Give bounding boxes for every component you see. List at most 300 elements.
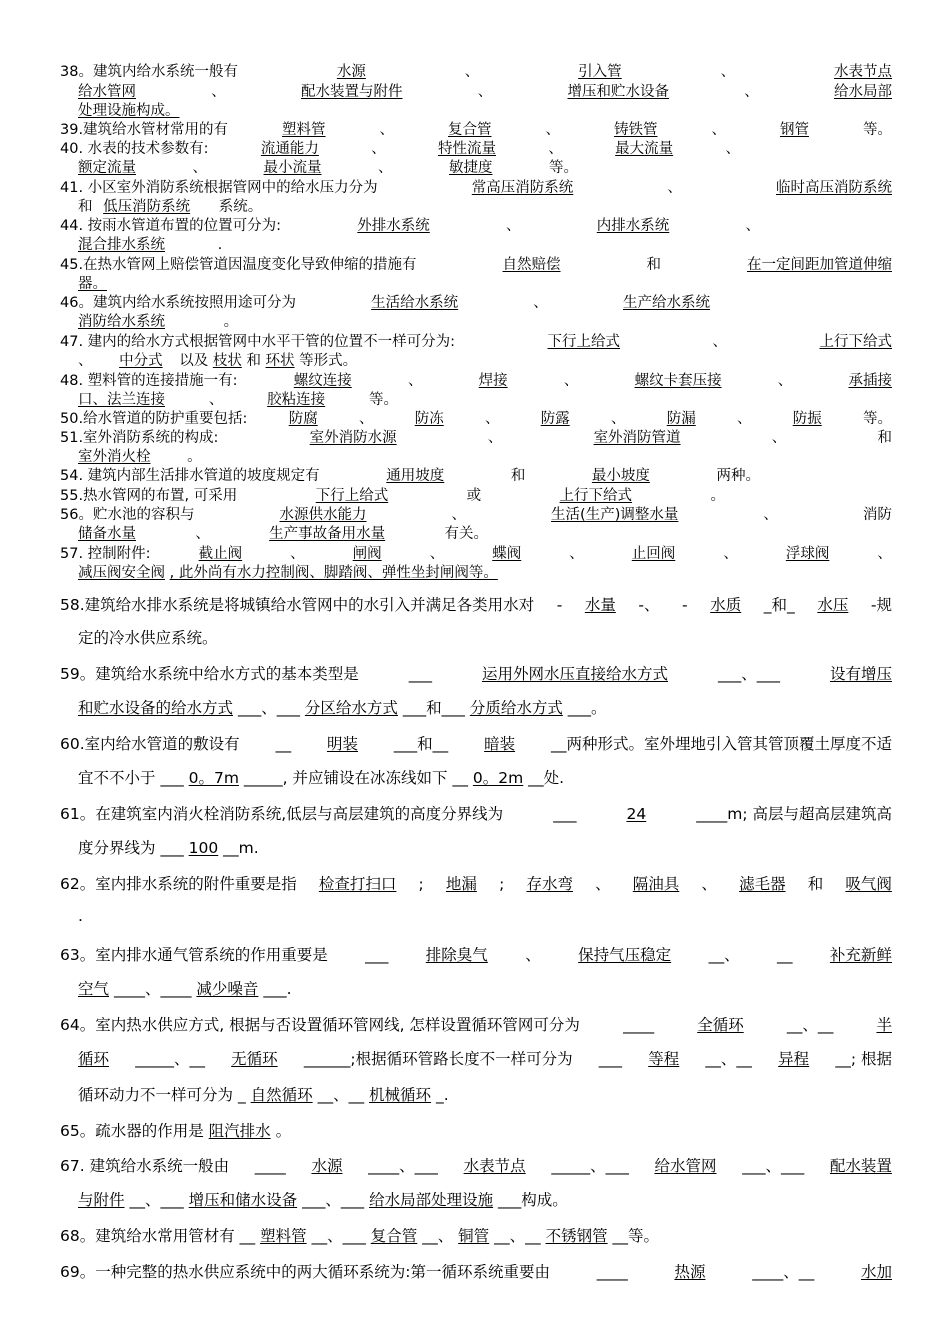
- answer-blank: 室外消火栓: [78, 449, 151, 465]
- text: 等。: [862, 122, 892, 138]
- text: 或: [466, 488, 482, 504]
- text: 、: [711, 122, 726, 138]
- line-q41-cont: [78, 198, 892, 217]
- answer-blank: 机械循环: [369, 1086, 432, 1104]
- answer-blank: 给水局部: [834, 84, 892, 100]
- answer-blank: 防腐: [288, 411, 318, 427]
- line-q63-cont: [78, 976, 892, 1002]
- answer-blank: 复合管: [448, 122, 492, 138]
- line-q63: [60, 942, 892, 968]
- answer-blank: 保持气压稳定: [578, 946, 672, 964]
- answer-blank: 自然循环: [250, 1086, 313, 1104]
- line-q45-cont: [78, 275, 892, 294]
- answer-blank: 防振: [792, 411, 822, 427]
- text: 等。: [549, 160, 578, 176]
- answer-blank: 100: [188, 839, 219, 857]
- text: __: [776, 946, 793, 964]
- text: 、: [563, 373, 579, 389]
- text: 、: [477, 84, 493, 100]
- answer-blank: 暗装: [484, 735, 516, 753]
- text: ____: [596, 1263, 628, 1281]
- answer-blank: 给水管网: [78, 84, 136, 100]
- line-q57-cont: [78, 564, 892, 583]
- text: 、: [667, 180, 682, 196]
- text: __: [275, 735, 292, 753]
- answer-blank: 半: [876, 1016, 892, 1034]
- text: 定的冷水供应系统。: [78, 629, 218, 647]
- text: -: [556, 596, 563, 614]
- text: 38。建筑内给水系统一般有: [60, 64, 238, 80]
- text: 、: [192, 160, 207, 176]
- text: __等。: [612, 1227, 660, 1245]
- answer-blank: 给水管网: [654, 1157, 717, 1175]
- text: ;: [418, 875, 424, 893]
- line-q55: [60, 487, 725, 506]
- answer-blank: 器。: [78, 276, 107, 292]
- line-q57: [60, 545, 892, 564]
- answer-blank: 运用外网水压直接给水方式: [481, 665, 668, 683]
- answer-blank: 处理设施构成。: [78, 103, 180, 119]
- text: 65。疏水器的作用是: [60, 1122, 204, 1140]
- text: 、: [464, 64, 480, 80]
- text: 、: [720, 64, 736, 80]
- line-q64: [60, 1012, 892, 1038]
- text: 、: [725, 141, 740, 157]
- answer-blank: 隔油具: [632, 875, 680, 893]
- text: 、: [378, 160, 393, 176]
- text: 、: [712, 334, 727, 350]
- line-q61: [60, 801, 892, 827]
- text: ___.: [263, 980, 292, 998]
- answer-blank: 水表节点: [463, 1157, 526, 1175]
- text: .: [217, 237, 223, 253]
- text: 。: [275, 1122, 292, 1140]
- line-q48-cont: [78, 391, 398, 410]
- answer-blank: 减少噪音: [196, 980, 259, 998]
- text: 57. 控制附件:: [60, 546, 151, 562]
- answer-blank: 24: [626, 805, 647, 823]
- text: 和: [646, 257, 661, 273]
- text: ___、___: [237, 699, 300, 717]
- text: _和_: [763, 596, 795, 614]
- answer-blank: 无循环: [231, 1050, 278, 1068]
- text: ___: [598, 1050, 623, 1068]
- line-q54: [60, 467, 760, 486]
- text: 和: [78, 199, 93, 215]
- text: 、: [484, 411, 500, 427]
- text: ___: [408, 665, 432, 683]
- text: 系统。: [218, 199, 263, 215]
- answer-blank: 明装: [326, 735, 358, 753]
- answer-blank: 临时高压消防系统: [776, 180, 892, 196]
- text: 、: [208, 392, 224, 408]
- answer-blank: 水源: [311, 1157, 343, 1175]
- text: 等形式。: [299, 353, 358, 369]
- text: 69。一种完整的热水供应系统中的两大循环系统为:第一循环系统重要由: [60, 1263, 550, 1281]
- answer-blank: 检查打扫口: [318, 875, 397, 893]
- text: 、: [358, 411, 374, 427]
- text: ___: [553, 805, 577, 823]
- line-q38-end: [78, 102, 892, 121]
- answer-blank: 常高压消防系统: [471, 180, 574, 196]
- answer-blank: 热源: [674, 1263, 706, 1281]
- line-q46: [60, 294, 710, 313]
- answer-blank: 排除臭气: [425, 946, 488, 964]
- text: 58.建筑给水排水系统是将城镇给水管网中的水引入并满足各类用水对: [60, 596, 535, 614]
- text: 62。室内排水系统的附件重要是指: [60, 875, 297, 893]
- answer-blank: 空气: [78, 980, 110, 998]
- answer-blank: 吸气阀: [845, 875, 892, 893]
- text: 、: [506, 218, 521, 234]
- answer-blank: 配水装置与附件: [301, 84, 403, 100]
- answer-blank: 敏捷度: [449, 160, 493, 176]
- text: 循环动力不一样可分为: [78, 1086, 234, 1104]
- answer-blank: 水量: [584, 596, 616, 614]
- text: 60.室内给水管道的敷设有: [60, 735, 240, 753]
- text: 度分界线为: [78, 839, 156, 857]
- text: 51.室外消防系统的构成:: [60, 430, 219, 446]
- line-q50: [60, 410, 892, 429]
- answer-blank: 塑料管: [260, 1227, 307, 1245]
- answer-blank: 上行下给式: [559, 488, 633, 504]
- text: ___和___: [402, 699, 465, 717]
- line-q38-cont: [78, 83, 892, 102]
- text: _____, 并应铺设在冰冻线如下: [243, 769, 448, 787]
- answer-blank: 分质给水方式: [469, 699, 563, 717]
- answer-blank: 截止阀: [198, 546, 243, 562]
- answer-blank: 循环: [78, 1050, 110, 1068]
- text: 宜不不小于: [78, 769, 156, 787]
- line-q38: [60, 63, 892, 82]
- answer-blank: 不锈钢管: [545, 1227, 608, 1245]
- text: 、: [877, 546, 892, 562]
- text: .: [78, 907, 83, 925]
- text: 和: [807, 875, 824, 893]
- answer-blank: 0。2m: [472, 769, 524, 787]
- text: 。: [710, 488, 725, 504]
- text: 45.在热水管网上赔偿管道因温度变化导致伸缩的措施有: [60, 257, 417, 273]
- answer-blank: 存水弯: [526, 875, 573, 893]
- text: 46。建筑内给水系统按照用途可分为: [60, 295, 296, 311]
- text: _____、__: [135, 1050, 205, 1068]
- text: 、: [595, 875, 611, 893]
- text: 有关。: [444, 526, 488, 542]
- line-q64-cont: [78, 1046, 892, 1072]
- answer-blank: 设有增压: [829, 665, 892, 683]
- text: ___: [160, 839, 184, 857]
- answer-blank: 配水装置: [829, 1157, 892, 1175]
- text: ;: [499, 875, 505, 893]
- text: 、: [407, 373, 423, 389]
- answer-blank: 闸阀: [352, 546, 382, 562]
- text: __m.: [223, 839, 259, 857]
- answer-blank: , 此外尚有水力控制阀、脚踏阀、弹性坐封闸阀等。: [169, 565, 498, 581]
- text: __: [452, 769, 468, 787]
- text: 等。: [862, 411, 892, 427]
- text: ___构成。: [498, 1191, 568, 1209]
- line-q41: [60, 179, 892, 198]
- answer-blank: 防漏: [666, 411, 696, 427]
- line-q56-cont: [78, 525, 488, 544]
- line-q47-cont: [78, 352, 892, 371]
- text: 两种。: [716, 468, 760, 484]
- text: -、: [638, 596, 660, 614]
- answer-blank: 引入管: [578, 64, 622, 80]
- text: __、: [422, 1227, 454, 1245]
- answer-blank: 口、法兰连接: [78, 392, 165, 408]
- line-q40-cont: [78, 159, 578, 178]
- answer-blank: 承插接: [848, 373, 892, 389]
- line-q47: [60, 333, 892, 352]
- answer-blank: 内排水系统: [596, 218, 670, 234]
- text: _.: [436, 1086, 449, 1104]
- line-q56: [60, 506, 892, 525]
- line-q69: [60, 1259, 892, 1285]
- line-q48: [60, 372, 892, 391]
- answer-blank: 上行下给式: [819, 334, 892, 350]
- line-q58: [60, 592, 892, 618]
- answer-blank: 最小流量: [263, 160, 322, 176]
- text: ___、___: [302, 1191, 365, 1209]
- answer-blank: 额定流量: [78, 160, 136, 176]
- text: 、: [533, 295, 548, 311]
- line-q46-cont: [78, 313, 892, 332]
- text: 、: [701, 875, 717, 893]
- answer-blank: 全循环: [697, 1016, 744, 1034]
- answer-blank: 水加: [860, 1263, 892, 1281]
- answer-blank: 胶粘连接: [267, 392, 326, 408]
- answer-blank: 混合排水系统: [78, 237, 165, 253]
- answer-blank: 特性流量: [438, 141, 496, 157]
- line-q39: [60, 121, 892, 140]
- answer-blank: 铸铁管: [613, 122, 658, 138]
- answer-blank: 0。7m: [188, 769, 239, 787]
- line-q67: [60, 1153, 892, 1179]
- line-q62-cont: [78, 903, 892, 929]
- answer-blank: 补充新鲜: [829, 946, 892, 964]
- text: 50.给水管道的防护重要包括:: [60, 411, 248, 427]
- answer-blank: 螺纹连接: [293, 373, 352, 389]
- text: 、: [371, 141, 386, 157]
- text: 、: [429, 546, 445, 562]
- line-q59-cont: [78, 695, 892, 721]
- text: 、: [610, 411, 626, 427]
- text: __处.: [528, 769, 565, 787]
- text: ___、___: [717, 665, 780, 683]
- text: 消防: [862, 507, 892, 523]
- text: 48. 塑料管的连接措施一有:: [60, 373, 238, 389]
- text: ___: [365, 946, 389, 964]
- text: ___: [160, 769, 184, 787]
- line-q59: [60, 661, 892, 687]
- answer-blank: 储备水量: [78, 526, 136, 542]
- text: -规: [870, 596, 892, 614]
- answer-blank: 异程: [778, 1050, 810, 1068]
- text: 39.建筑给水管材常用的有: [60, 122, 229, 138]
- answer-blank: 增压和贮水设备: [567, 84, 669, 100]
- answer-blank: 室外消防水源: [309, 430, 397, 446]
- answer-blank: 焊接: [478, 373, 508, 389]
- answer-blank: 防冻: [414, 411, 444, 427]
- text: 、: [744, 84, 759, 100]
- answer-blank: 流通能力: [260, 141, 319, 157]
- text: 59。建筑给水系统中给水方式的基本类型是: [60, 665, 359, 683]
- answer-blank: 水源供水能力: [279, 507, 367, 523]
- text: 、: [723, 546, 738, 562]
- text: 、: [78, 353, 93, 369]
- text: ____m; 高层与超高层建筑高: [696, 805, 892, 823]
- answer-blank: 滤毛器: [739, 875, 786, 893]
- answer-blank: 中分式: [119, 353, 163, 369]
- text: 44. 按雨水管道布置的位置可分为:: [60, 218, 282, 234]
- line-q51: [60, 429, 892, 448]
- text: 40. 水表的技术参数有:: [60, 141, 209, 157]
- text: ______;根据循环管路长度不一样可分为: [303, 1050, 573, 1068]
- text: ____、___: [368, 1157, 438, 1175]
- line-q68: [60, 1223, 892, 1249]
- answer-blank: 消防给水系统: [78, 314, 165, 330]
- text: __、__: [786, 1016, 834, 1034]
- line-q67-cont: [78, 1187, 892, 1213]
- answer-blank: 低压消防系统: [103, 199, 191, 215]
- text: 、: [379, 122, 395, 138]
- text: 。: [187, 449, 202, 465]
- text: __、___: [129, 1191, 184, 1209]
- answer-blank: 给水局部处理设施: [369, 1191, 494, 1209]
- answer-blank: 在一定间距加管道伸缩: [746, 257, 892, 273]
- text: 、: [545, 122, 560, 138]
- line-q60-cont: [78, 765, 892, 791]
- answer-blank: 防露: [540, 411, 570, 427]
- answer-blank: 水源: [336, 64, 366, 80]
- text: 63。室内排水通气管系统的作用重要是: [60, 946, 328, 964]
- answer-blank: 复合管: [370, 1227, 418, 1245]
- answer-blank: 生活(生产)调整水量: [551, 507, 679, 523]
- answer-blank: 止回阀: [631, 546, 676, 562]
- answer-blank: 增压和储水设备: [188, 1191, 298, 1209]
- text: 。: [223, 314, 239, 330]
- text: 61。在建筑室内消火栓消防系统,低层与高层建筑的高度分界线为: [60, 805, 504, 823]
- text: __两种形式。室外埋地引入管其管顶覆土厚度不适: [550, 735, 892, 753]
- answer-blank: 减压阀安全阀: [78, 565, 165, 581]
- answer-blank: 水压: [817, 596, 849, 614]
- text: 、: [525, 946, 541, 964]
- answer-blank: 最大流量: [615, 141, 674, 157]
- text: ____: [254, 1157, 286, 1175]
- text: _____、___: [551, 1157, 629, 1175]
- text: 、: [745, 218, 760, 234]
- text: 以及: [179, 353, 209, 369]
- text: 、: [290, 546, 305, 562]
- text: ___和__: [393, 735, 449, 753]
- answer-blank: 水表节点: [833, 64, 892, 80]
- text: 等。: [368, 392, 398, 408]
- answer-blank: 阻汽排水: [208, 1122, 271, 1140]
- text: 47. 建内的给水方式根据管网中水平干管的位置不一样可分为:: [60, 334, 456, 350]
- line-q51-cont: [78, 448, 892, 467]
- text: 、: [548, 141, 563, 157]
- text: 和: [877, 430, 892, 446]
- text: 55.热水管网的布置, 可采用: [60, 488, 238, 504]
- answer-blank: 枝状: [212, 353, 242, 369]
- text: __、__: [705, 1050, 752, 1068]
- answer-blank: 室外消防管道: [593, 430, 681, 446]
- answer-blank: 铜管: [458, 1227, 490, 1245]
- answer-blank: 下行上给式: [315, 488, 389, 504]
- text: 、: [195, 526, 210, 542]
- text: __: [239, 1227, 256, 1245]
- answer-blank: 地漏: [445, 875, 477, 893]
- line-q58-cont: [78, 625, 892, 651]
- answer-blank: 生产给水系统: [622, 295, 710, 311]
- text: ____、____: [113, 980, 192, 998]
- text: __、___: [311, 1227, 366, 1245]
- answer-blank: 等程: [648, 1050, 680, 1068]
- text: 和: [510, 468, 526, 484]
- text: __、__: [494, 1227, 541, 1245]
- text: 41. 小区室外消防系统根据管网中的给水压力分为: [60, 180, 378, 196]
- line-q44-cont: [78, 236, 892, 255]
- line-q64-end: [78, 1082, 892, 1108]
- text: 67. 建筑给水系统一般由: [60, 1157, 230, 1175]
- answer-blank: 水质: [710, 596, 742, 614]
- text: 、: [777, 373, 793, 389]
- text: 、: [211, 84, 226, 100]
- text: 64。室内热水供应方式, 根据与否设置循环管网线, 怎样设置循环管网可分为: [60, 1016, 580, 1034]
- answer-blank: 螺纹卡套压接: [634, 373, 722, 389]
- text: __、__: [317, 1086, 365, 1104]
- line-q65: [60, 1118, 892, 1144]
- answer-blank: 生活给水系统: [371, 295, 459, 311]
- answer-blank: 自然赔偿: [502, 257, 561, 273]
- text: 68。建筑给水常用管材有: [60, 1227, 235, 1245]
- text: 56。贮水池的容积与: [60, 507, 195, 523]
- answer-blank: 下行上给式: [547, 334, 621, 350]
- text: ___、___: [742, 1157, 805, 1175]
- answer-blank: 蝶阀: [492, 546, 522, 562]
- line-q61-cont: [78, 835, 892, 861]
- line-q60: [60, 731, 892, 757]
- text: 、: [569, 546, 584, 562]
- text: __; 根据: [835, 1050, 892, 1068]
- answer-blank: 生产事故备用水量: [269, 526, 386, 542]
- answer-blank: 塑料管: [282, 122, 326, 138]
- answer-blank: 最小坡度: [591, 468, 650, 484]
- line-q62: [60, 871, 892, 897]
- answer-blank: 和贮水设备的给水方式: [78, 699, 234, 717]
- answer-blank: 通用坡度: [386, 468, 445, 484]
- text: 54. 建筑内部生活排水管道的坡度规定有: [60, 468, 320, 484]
- answer-blank: 钢管: [779, 122, 809, 138]
- text: _: [237, 1086, 246, 1104]
- text: -: [682, 596, 688, 614]
- text: 、: [736, 411, 752, 427]
- text: 、: [771, 430, 787, 446]
- answer-blank: 与附件: [78, 1191, 125, 1209]
- line-q44: [60, 217, 760, 236]
- answer-blank: 浮球阀: [785, 546, 830, 562]
- text: ____、__: [752, 1263, 815, 1281]
- text: 、: [763, 507, 778, 523]
- answer-blank: 外排水系统: [357, 218, 430, 234]
- text: ____: [623, 1016, 655, 1034]
- text: 、: [487, 430, 503, 446]
- line-q45: [60, 256, 892, 275]
- line-q40: [60, 140, 740, 159]
- answer-blank: 环状: [265, 353, 295, 369]
- text: 和: [246, 353, 261, 369]
- text: __、: [708, 946, 740, 964]
